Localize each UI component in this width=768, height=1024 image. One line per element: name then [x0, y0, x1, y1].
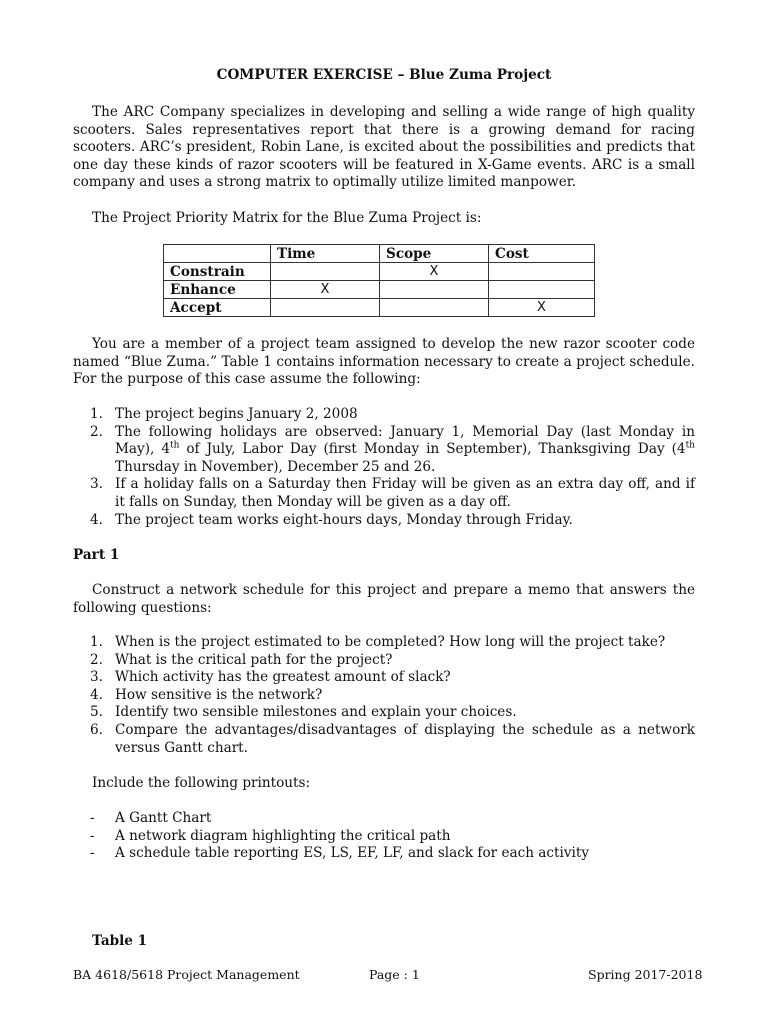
- list-number: 2.: [90, 651, 103, 668]
- list-text: When is the project estimated to be completed? How long will the project take?: [115, 634, 666, 650]
- matrix-cell: [489, 281, 595, 299]
- list-text: The project begins January 2, 2008: [115, 406, 358, 422]
- matrix-cell: [380, 299, 489, 317]
- superscript: th: [685, 440, 695, 451]
- list-text: Compare the advantages/disadvantages of displaying the schedule as a network versus Gantt chart.: [115, 721, 695, 756]
- list-item: [73, 406, 695, 424]
- list-item: [73, 722, 695, 757]
- matrix-cell: [489, 263, 595, 281]
- list-number: 3.: [90, 476, 103, 493]
- list-text: The project team works eight-hours days, Monday through Friday.: [115, 511, 573, 528]
- intro-paragraph: The ARC Company specializes in developing and selling a wide range of high quality scooters. Sales representatives report that there is a growing demand for racing scooters. ARC’s president, Robin Lane, is excited about the possibilities and predicts that one day these kinds of razor scooters will be featured in X-Game events. ARC is a small company and uses a strong matrix to optimally utilize limited manpower.: [73, 104, 695, 191]
- list-text: Thursday in November), December 25 and 26.: [115, 458, 436, 475]
- matrix-header-cell: Time: [271, 245, 380, 263]
- list-text: Identify two sensible milestones and explain your choices.: [115, 704, 517, 721]
- footer-term: Spring 2017-2018: [588, 967, 703, 982]
- printouts-list: [73, 810, 695, 863]
- list-number: 3.: [90, 669, 103, 686]
- matrix-cell: [271, 299, 380, 317]
- footer-course: BA 4618/5618 Project Management: [73, 967, 300, 982]
- matrix-header-row: [164, 245, 595, 263]
- list-text: A Gantt Chart: [115, 810, 212, 826]
- matrix-cell: [380, 281, 489, 299]
- list-item: [73, 652, 695, 670]
- matrix-header-cell: Cost: [489, 245, 595, 263]
- questions-list: [73, 634, 695, 757]
- list-item: [73, 810, 695, 828]
- list-text: Which activity has the greatest amount of slack?: [115, 669, 451, 686]
- list-item: [73, 634, 695, 652]
- list-number: 4.: [90, 686, 103, 703]
- priority-matrix-table: [163, 244, 595, 317]
- matrix-cell: X: [271, 281, 380, 299]
- printouts-intro: Include the following printouts:: [92, 775, 311, 791]
- list-number: 4.: [90, 511, 103, 528]
- list-dash: -: [90, 845, 95, 862]
- list-number: 2.: [90, 423, 103, 440]
- list-number: 1.: [90, 634, 103, 650]
- list-number: 1.: [90, 406, 103, 422]
- list-item: [73, 687, 695, 705]
- list-item: [73, 669, 695, 687]
- list-number: 6.: [90, 721, 103, 738]
- footer-page-number: Page : 1: [369, 967, 420, 982]
- list-text: of July, Labor Day (first Monday in September), Thanksgiving Day (4: [179, 441, 686, 458]
- list-number: 5.: [90, 704, 103, 721]
- matrix-header-cell: Scope: [380, 245, 489, 263]
- matrix-header-cell: [164, 245, 271, 263]
- list-text: What is the critical path for the project?: [115, 651, 393, 668]
- page-title: COMPUTER EXERCISE – Blue Zuma Project: [216, 67, 552, 83]
- matrix-cell: X: [380, 263, 489, 281]
- matrix-row: [164, 299, 595, 317]
- matrix-cell: X: [489, 299, 595, 317]
- list-text: A network diagram highlighting the critical path: [115, 827, 451, 844]
- list-item: [73, 424, 695, 477]
- matrix-row: [164, 281, 595, 299]
- list-dash: -: [90, 827, 95, 844]
- list-item: [73, 512, 695, 530]
- list-item: [73, 828, 695, 846]
- part1-heading: Part 1: [73, 547, 120, 563]
- assumptions-list: [73, 406, 695, 529]
- matrix-cell: [271, 263, 380, 281]
- matrix-intro: The Project Priority Matrix for the Blue Zuma Project is:: [92, 210, 482, 226]
- matrix-row-label: Enhance: [164, 281, 271, 299]
- list-item: [73, 704, 695, 722]
- list-text: If a holiday falls on a Saturday then Friday will be given as an extra day off, and if it falls on Sunday, then Monday will be given as a day off.: [115, 476, 695, 510]
- matrix-row-label: Accept: [164, 299, 271, 317]
- list-text: How sensitive is the network?: [115, 686, 323, 703]
- superscript: th: [169, 440, 180, 451]
- list-item: [73, 845, 695, 863]
- list-text: A schedule table reporting ES, LS, EF, LF, and slack for each activity: [115, 845, 589, 862]
- list-text: The following holidays are observed: January 1, Memorial Day (last Monday in May), 4: [115, 423, 695, 458]
- matrix-row-label: Constrain: [164, 263, 271, 281]
- list-item: [73, 476, 695, 511]
- table1-heading: Table 1: [92, 933, 148, 949]
- matrix-row: [164, 263, 595, 281]
- list-dash: -: [90, 810, 95, 826]
- team-paragraph: You are a member of a project team assigned to develop the new razor scooter code named “Blue Zuma.” Table 1 contains information necessary to create a project schedule. For the purpose of this case assume the following:: [73, 336, 695, 388]
- part1-paragraph: Construct a network schedule for this project and prepare a memo that answers the following questions:: [73, 582, 695, 616]
